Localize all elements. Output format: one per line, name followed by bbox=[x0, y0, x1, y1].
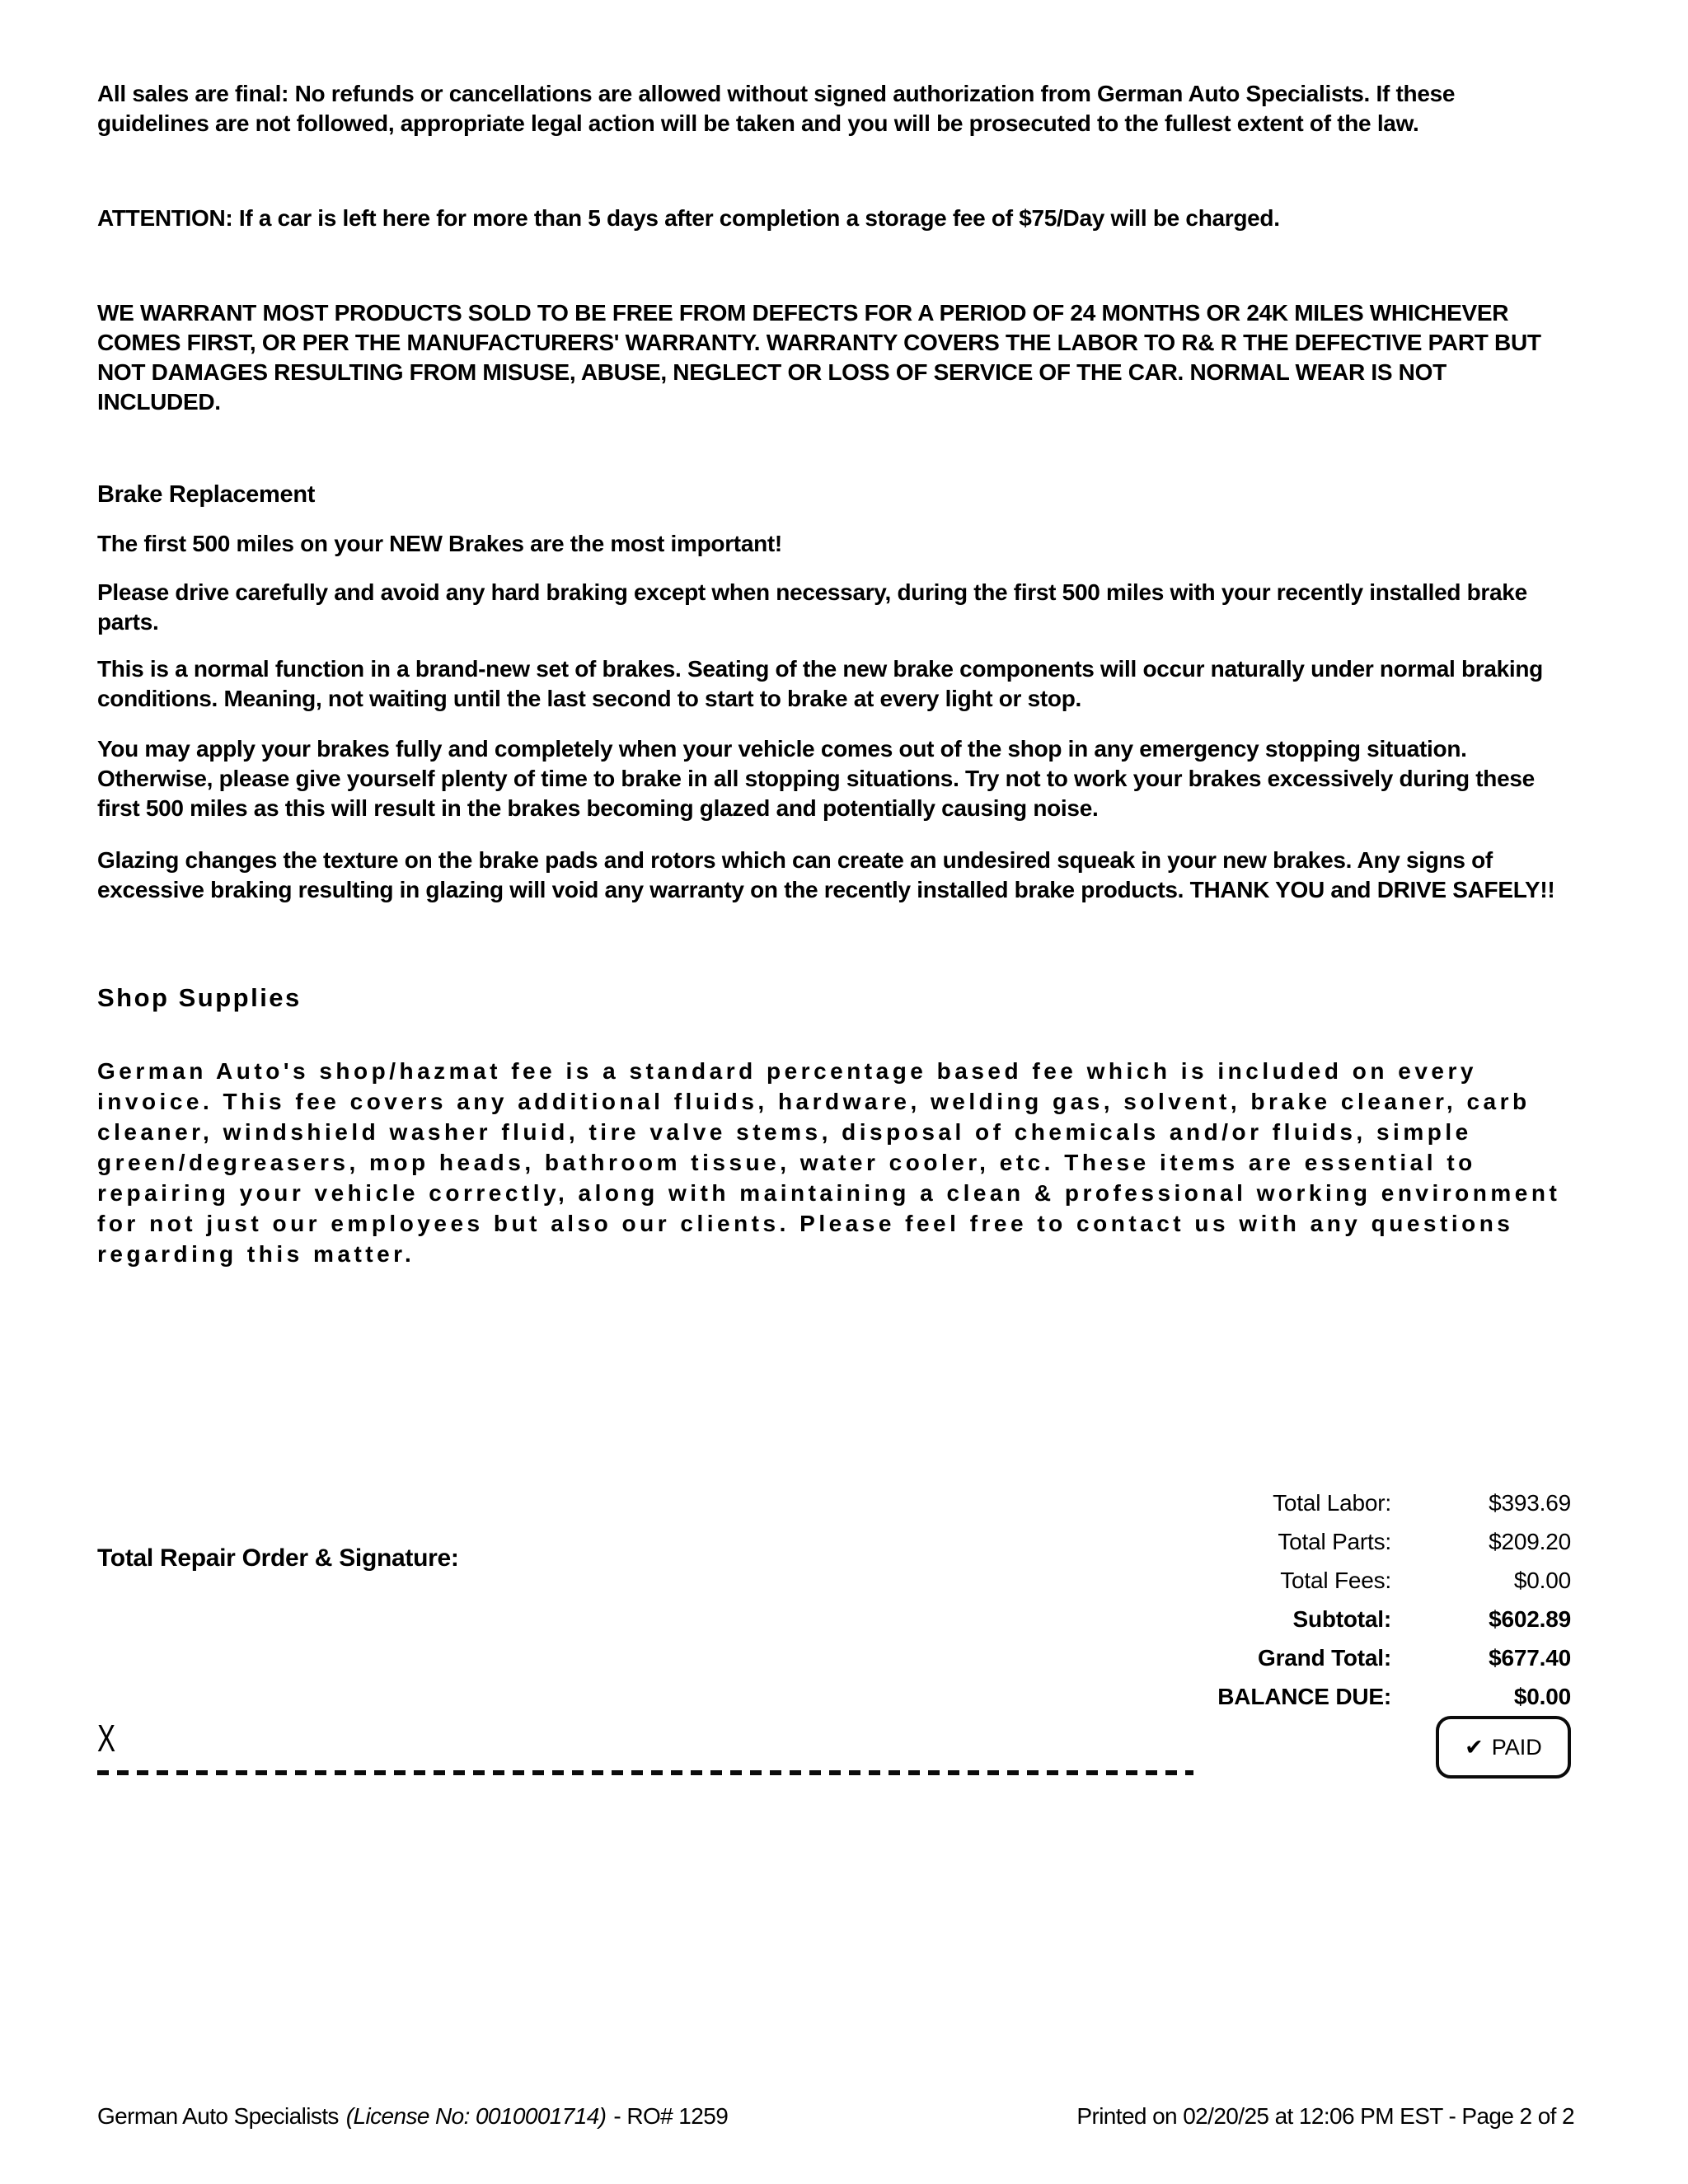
shop-supplies-heading: Shop Supplies bbox=[97, 983, 302, 1012]
balance-due-label: BALANCE DUE: bbox=[1217, 1683, 1391, 1709]
shop-supplies-paragraph: German Auto's shop/hazmat fee is a standard percentage based fee which is included on every invoice. This fee covers any additional fluids, hardware, welding gas, solvent, brake cleaner, carb cleaner, windshield washer fluid, tire valve stems, disposal of chemicals and/or fluids, simple green/degreasers, mop heads, bathroom tissue, water cooler, etc. These items are essential to repairing your vehicle correctly, along with maintaining a clean & professional working environment for not just our employees but also our clients. Please feel free to contact us with any questions regarding this matter. bbox=[97, 1058, 1561, 1267]
footer-license-number: (License No: 0010001714) bbox=[345, 2103, 607, 2129]
footer-printed-info: Printed on 02/20/25 at 12:06 PM EST - Page 2 of 2 bbox=[1076, 2103, 1574, 2129]
total-labor-label: Total Labor: bbox=[1273, 1489, 1391, 1516]
brake-replacement-heading: Brake Replacement bbox=[97, 481, 316, 508]
attention-storage-fee-paragraph: ATTENTION: If a car is left here for more than 5 days after completion a storage fee of $75/Day will be charged. bbox=[97, 205, 1280, 231]
page-footer bbox=[97, 2103, 1574, 2130]
balance-due-row bbox=[1217, 1677, 1571, 1716]
signature-dashed-line bbox=[97, 1770, 1193, 1775]
total-labor-value: $393.69 bbox=[1489, 1489, 1571, 1516]
balance-due-value: $0.00 bbox=[1513, 1683, 1571, 1709]
brake-paragraph-1: Please drive carefully and avoid any hard braking except when necessary, during the first 500 miles with your recently installed brake parts. bbox=[97, 579, 1527, 635]
brake-intro-paragraph: The first 500 miles on your NEW Brakes are the most important! bbox=[97, 531, 782, 556]
footer-ro-number: - RO# 1259 bbox=[613, 2103, 729, 2129]
totals-section bbox=[1217, 1483, 1571, 1716]
total-parts-value: $209.20 bbox=[1489, 1528, 1571, 1554]
grand-total-value: $677.40 bbox=[1489, 1644, 1571, 1671]
total-fees-row bbox=[1217, 1561, 1571, 1600]
total-labor-row bbox=[1217, 1483, 1571, 1522]
paid-status-badge bbox=[1436, 1716, 1571, 1779]
sales-final-policy-paragraph: All sales are final: No refunds or cancellations are allowed without signed authorization from German Auto Specialists. If these guidelines are not followed, appropriate legal action will be taken and you will be prosecuted to the fullest extent of the law. bbox=[97, 81, 1456, 136]
grand-total-row bbox=[1217, 1638, 1571, 1677]
signature-section-label: Total Repair Order & Signature: bbox=[97, 1544, 459, 1572]
check-icon: ✔ bbox=[1465, 1734, 1484, 1760]
document-body bbox=[97, 79, 1563, 1292]
brake-paragraph-4: Glazing changes the texture on the brake pads and rotors which can create an undesired squeak in your new brakes. Any signs of excessive braking resulting in glazing will void any warranty on the recently installed brake products. THANK YOU and DRIVE SAFELY!! bbox=[97, 847, 1555, 902]
warranty-policy-paragraph: WE WARRANT MOST PRODUCTS SOLD TO BE FREE FROM DEFECTS FOR A PERIOD OF 24 MONTHS OR 24K MILES WHICHEVER COMES FIRST, OR PER THE MANUFACTURERS' WARRANTY. WARRANTY COVERS THE LABOR TO R& R THE DEFECTIVE PART BUT NOT DAMAGES RESULTING FROM MISUSE, ABUSE, NEGLECT OR LOSS OF SERVICE OF THE CAR. NORMAL WEAR IS NOT INCLUDED. bbox=[97, 300, 1541, 415]
brake-paragraph-3: You may apply your brakes fully and completely when your vehicle comes out of the shop in any emergency stopping situation. Otherwise, please give yourself plenty of time to brake in all stopping situations. Try not to work your brakes excessively during these first 500 miles as this will result in the brakes becoming glazed and potentially causing noise. bbox=[97, 736, 1535, 821]
footer-shop-info bbox=[97, 2103, 728, 2130]
signature-x-mark: X bbox=[97, 1717, 116, 1760]
brake-paragraph-2: This is a normal function in a brand-new set of brakes. Seating of the new brake components will occur naturally under normal braking conditions. Meaning, not waiting until the last second to start to brake at every light or stop. bbox=[97, 656, 1543, 711]
footer-business-name: German Auto Specialists bbox=[97, 2103, 339, 2129]
paid-badge-label: PAID bbox=[1491, 1734, 1542, 1760]
subtotal-label: Subtotal: bbox=[1292, 1605, 1391, 1632]
subtotal-value: $602.89 bbox=[1489, 1605, 1571, 1632]
grand-total-label: Grand Total: bbox=[1258, 1644, 1391, 1671]
total-parts-row bbox=[1217, 1522, 1571, 1561]
total-fees-label: Total Fees: bbox=[1280, 1567, 1391, 1593]
total-parts-label: Total Parts: bbox=[1278, 1528, 1391, 1554]
subtotal-row bbox=[1217, 1600, 1571, 1638]
total-fees-value: $0.00 bbox=[1513, 1567, 1571, 1593]
